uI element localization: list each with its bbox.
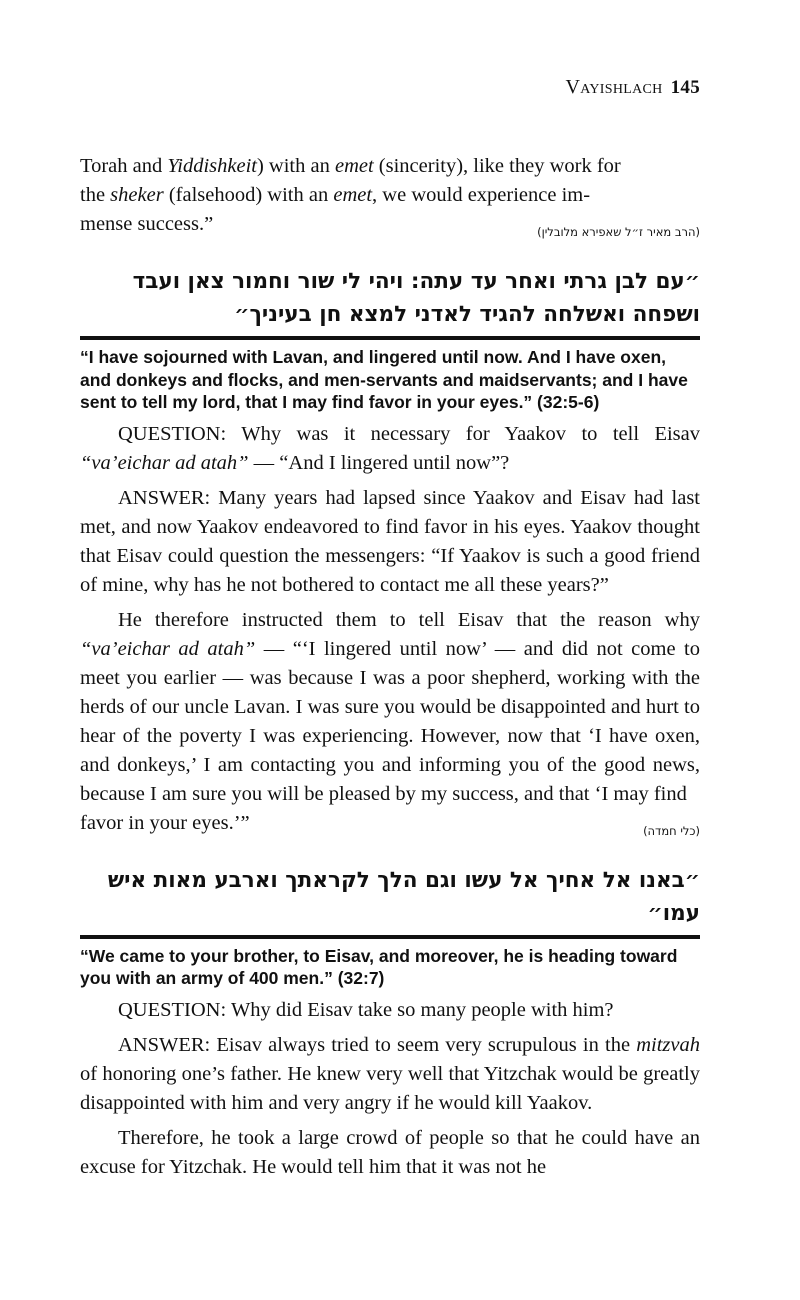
divider-rule [80, 935, 700, 939]
transliteration: “va’eichar ad atah” [80, 451, 249, 474]
intro-text: , we would experience im- [372, 184, 591, 206]
verse-translation-2: “We came to your brother, to Eisav, and moreover, he is heading toward you with an army of 400 men.” (32:7) [80, 945, 678, 988]
hebrew-verse-2: ״באנו אל אחיך אל עשו וגם הלך לקראתך וארבע מאות איש עמו״ [107, 867, 700, 926]
explanation-paragraph [80, 606, 700, 809]
intro-term: sheker [110, 184, 164, 206]
divider-rule [80, 336, 700, 340]
intro-text: mense success.” [80, 213, 214, 235]
answer-paragraph-2 [80, 1031, 700, 1118]
intro-term: emet [333, 184, 373, 206]
verse-translation-1: “I have sojourned with Lavan, and lingered until now. And I have oxen, and donkeys and flocks, and men-servants and maidservants; and I have sent to tell my lord, that I may find favor in your eyes.” (32:5-6) [80, 347, 688, 412]
explanation-text: favor in your eyes.’” [80, 811, 250, 834]
running-head [566, 76, 700, 99]
intro-text: ) with an [256, 155, 335, 177]
explanation-last-line [80, 809, 700, 838]
page-number: 145 [670, 77, 700, 98]
question-text: QUESTION: Why was it necessary for Yaakov to tell Eisav [118, 422, 700, 445]
intro-text: (sincerity), like they work for [373, 155, 621, 177]
intro-term: Yiddishkeit [167, 155, 257, 177]
explanation-text: He therefore instructed them to tell Eisav that the reason why [118, 608, 700, 631]
question-paragraph-2: QUESTION: Why did Eisav take so many people with him? [118, 998, 614, 1021]
explanation-text: — “‘I lingered until now’ — and did not come to meet you earlier — was because I was a poor shepherd, working with the herds of our uncle Lavan. I was sure you would be disappointed and hurt to hear of the poverty I was experiencing. However, now that ‘I have oxen, and donkeys,’ I am contacting you and informing you of the good news, because I am sure you will be pleased by my success, and that ‘I may find [80, 637, 700, 805]
question-text: — “And I lingered until now”? [248, 451, 510, 474]
answer-paragraph-1: ANSWER: Many years had lapsed since Yaakov and Eisav had last met, and now Yaakov endeavored to find favor in his eyes. Yaakov thought that Eisav could question the messengers: “If Yaakov is such a good friend of mine, why has he not bothered to contact me all these years?” [80, 486, 700, 596]
question-paragraph-1 [80, 420, 700, 478]
running-head-title: Vayishlach [565, 76, 663, 98]
answer-text: ANSWER: Eisav always tried to seem very scrupulous in the [118, 1033, 637, 1056]
hebrew-verse-1: ״עם לבן גרתי ואחר עד עתה: ויהי לי שור וחמור צאן ועבד ושפחה ואשלחה להגיד לאדני למצא חן בעיניך״ [132, 269, 700, 327]
source-citation: (הרב מאיר ז״ל שאפירא מלובלין) [537, 225, 700, 239]
intro-text: (falsehood) with an [163, 184, 334, 206]
intro-term: emet [334, 155, 374, 177]
body-text [80, 152, 700, 1182]
intro-last-line [80, 210, 700, 239]
hebrew-term: mitzvah [636, 1033, 700, 1056]
intro-text: the [80, 184, 111, 206]
answer-text: of honoring one’s father. He knew very well that Yitzchak would be greatly disappointed with him and very angry if he would kill Yaakov. [80, 1062, 700, 1114]
intro-text: Torah and [80, 155, 168, 177]
intro-paragraph [80, 152, 700, 210]
transliteration: “va’eichar ad atah” [80, 637, 256, 660]
source-citation: (כלי חמדה) [643, 823, 700, 838]
continuation-paragraph: Therefore, he took a large crowd of people so that he could have an excuse for Yitzchak. He would tell him that it was not he [80, 1126, 700, 1178]
